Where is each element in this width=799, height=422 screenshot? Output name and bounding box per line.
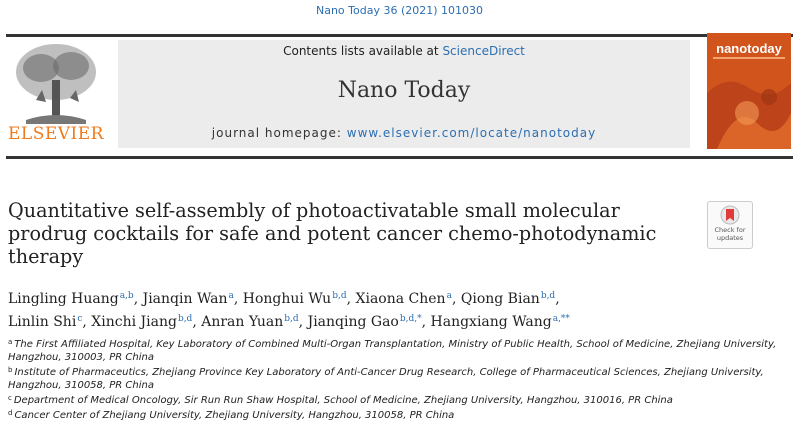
- author-separator: ,: [133, 291, 143, 307]
- bookmark-icon: [708, 204, 752, 228]
- author-list: [8, 286, 748, 332]
- homepage-prefix: journal homepage:: [211, 126, 347, 140]
- author-separator: ,: [233, 291, 243, 307]
- author-separator: ,: [421, 314, 431, 330]
- check-updates-line1: Check for: [714, 226, 746, 234]
- author-separator: ,: [298, 314, 308, 330]
- elsevier-wordmark: ELSEVIER: [8, 124, 104, 144]
- header-bottom-rule: [6, 156, 793, 159]
- sciencedirect-link[interactable]: ScienceDirect: [442, 44, 525, 58]
- author-name[interactable]: Jianqing Gao: [307, 314, 399, 330]
- check-for-updates-badge[interactable]: [707, 201, 753, 249]
- author-name[interactable]: Qiong Bian: [460, 291, 540, 307]
- citation-text[interactable]: Nano Today 36 (2021) 101030: [315, 4, 484, 17]
- journal-banner: [118, 40, 690, 148]
- author-name[interactable]: Xiaona Chen: [355, 291, 446, 307]
- author-separator: ,: [451, 291, 461, 307]
- author-affiliation-mark[interactable]: b,d,*: [399, 314, 422, 324]
- author-affiliation-mark[interactable]: c: [77, 314, 83, 324]
- author-affiliation-mark[interactable]: b,d: [540, 291, 556, 301]
- affiliation-mark: c: [8, 394, 12, 402]
- author-affiliation-mark[interactable]: a,b: [119, 291, 134, 301]
- author-name[interactable]: Linlin Shi: [8, 314, 77, 330]
- affiliation-mark: d: [8, 409, 13, 417]
- author-name[interactable]: Honghui Wu: [242, 291, 332, 307]
- author-affiliation-mark[interactable]: a,**: [552, 314, 570, 324]
- affiliation-text: Institute of Pharmaceutics, Zhejiang Province Key Laboratory of Anti-Cancer Drug Research, College of Pharmaceutical Sciences, Zhejiang University, Hangzhou, 310058, PR China: [8, 367, 764, 391]
- affiliation-text: The First Affiliated Hospital, Key Laboratory of Combined Multi-Organ Transplantation, Ministry of Public Health, School of Medicine, Zhejiang University, Hangzhou, 310003, PR China: [8, 339, 777, 363]
- affiliation-text: Cancer Center of Zhejiang University, Zhejiang University, Hangzhou, 310058, PR China: [14, 410, 455, 421]
- affiliation-mark: b: [8, 366, 13, 374]
- affiliation-item: [8, 336, 778, 364]
- author-affiliation-mark[interactable]: b,d: [332, 291, 347, 301]
- affiliation-item: [8, 392, 778, 407]
- check-updates-line2: updates: [716, 233, 744, 242]
- author-separator: ,: [555, 291, 560, 307]
- author-affiliation-mark[interactable]: a: [446, 291, 452, 301]
- cover-artwork: [707, 33, 791, 149]
- affiliation-text: Department of Medical Oncology, Sir Run Run Shaw Hospital, School of Medicine, Zhejiang University, Hangzhou, 310016, PR China: [13, 395, 673, 406]
- journal-homepage-line: [118, 126, 690, 140]
- author-affiliation-mark[interactable]: b,d: [284, 314, 299, 324]
- author-name[interactable]: Jianqin Wan: [142, 291, 228, 307]
- affiliation-list: [8, 336, 778, 422]
- cover-title: nanotoday: [716, 41, 782, 56]
- author-separator: ,: [82, 314, 92, 330]
- author-affiliation-mark[interactable]: b,d: [177, 314, 193, 324]
- author-separator: ,: [192, 314, 202, 330]
- affiliation-item: [8, 364, 778, 392]
- journal-cover-image: [707, 33, 791, 149]
- author-name[interactable]: Hangxiang Wang: [430, 314, 552, 330]
- author-name[interactable]: Lingling Huang: [8, 291, 119, 307]
- header-top-rule: [6, 34, 793, 37]
- journal-title: Nano Today: [337, 78, 471, 103]
- journal-citation-link[interactable]: [0, 4, 799, 17]
- contents-available-line: [118, 44, 690, 58]
- author-name[interactable]: Anran Yuan: [201, 314, 284, 330]
- contents-prefix: Contents lists available at: [283, 44, 443, 58]
- author-name[interactable]: Xinchi Jiang: [91, 314, 177, 330]
- affiliation-item: [8, 407, 778, 422]
- article-title: Quantitative self-assembly of photoactivatable small molecular prodrug cocktails for safe and potent cancer chemo-photodynamic therapy: [8, 199, 657, 268]
- author-affiliation-mark[interactable]: a: [228, 291, 234, 301]
- journal-homepage-link[interactable]: www.elsevier.com/locate/nanotoday: [346, 126, 597, 140]
- author-separator: ,: [346, 291, 356, 307]
- check-updates-label: [708, 227, 752, 242]
- affiliation-mark: a: [8, 338, 13, 346]
